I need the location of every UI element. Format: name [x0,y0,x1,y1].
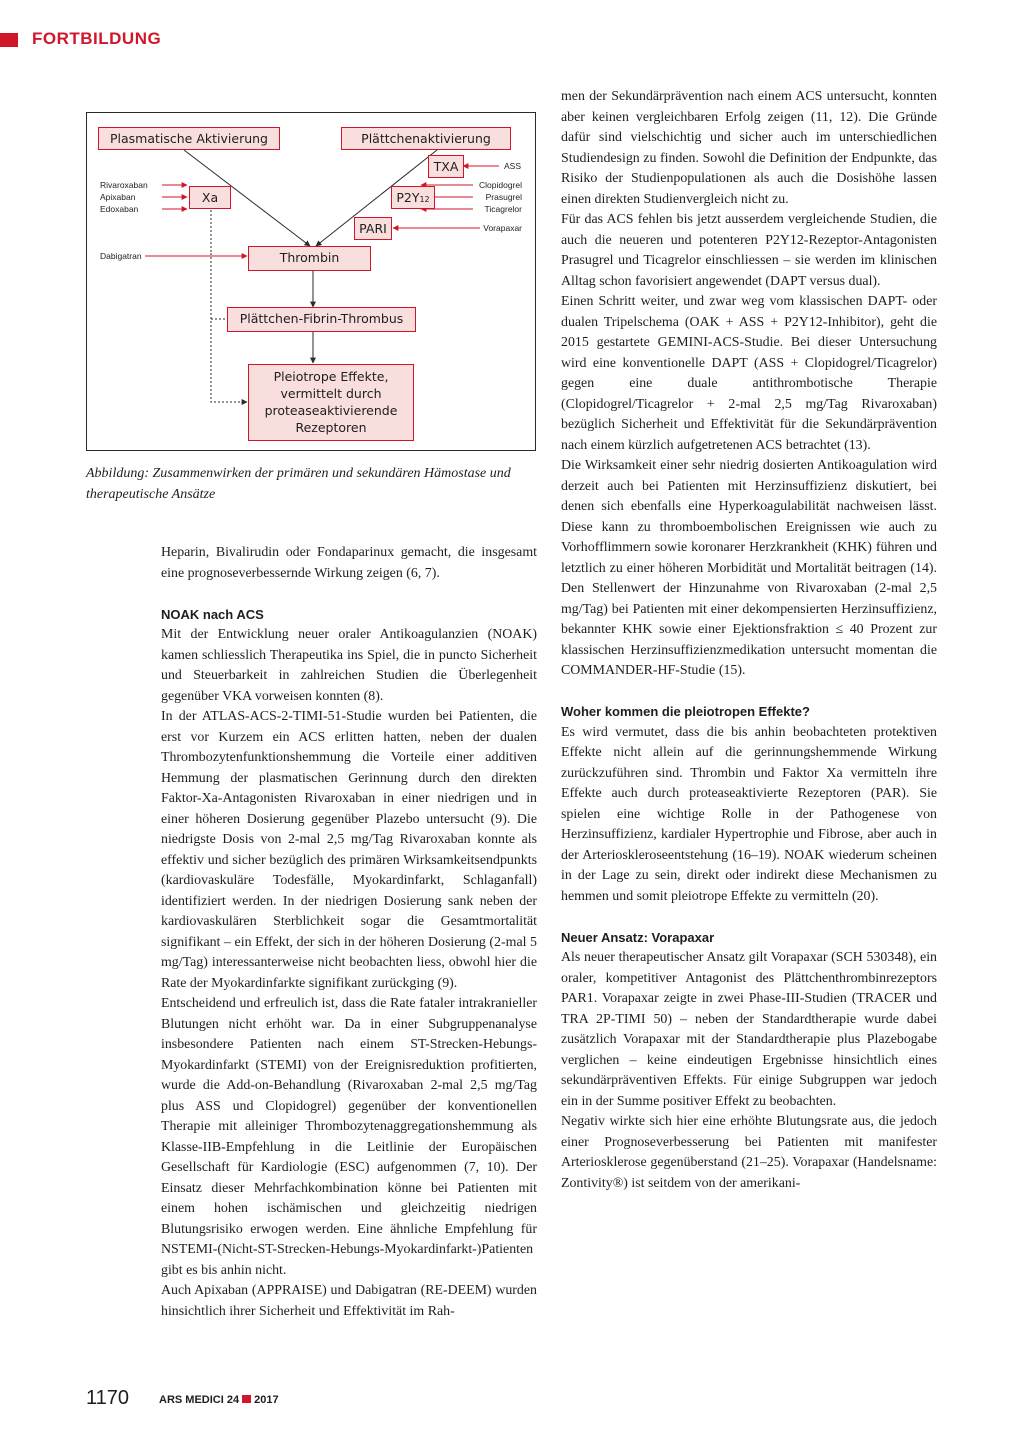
drug-clopidogrel: Clopidogrel [479,180,522,190]
footer-journal-info [159,1394,279,1406]
drug-rivaroxaban: Rivaroxaban [100,180,148,190]
body-paragraph: Als neuer therapeutischer Ansatz gilt Vorapaxar (SCH 530348), ein oraler, kompetitiver Antagonist des Plättchenthrombinrezeptors PAR1. Vorapaxar zeigte in zwei Phase-III-Studien (TRACER und TRA 2P-TIMI 50) – neben der Standardtherapie wurde dabei zusätzlich Vorapaxar mit der Standardtherapie plus Plazebogabe verglichen – keine eindeutigen Ergebnisse hinsichtlich eines sekundärpräventiven Effekts. Für einige Subgruppen war jedoch ein in der Summe positiver Effekt zu beobachten. [561,950,937,1109]
page-number: 1170 [86,1387,130,1409]
drug-dabigatran: Dabigatran [100,251,142,261]
right-column [561,87,937,1194]
pleiotrope-line-4: Rezeptoren [295,420,367,435]
body-paragraph: In der ATLAS-ACS-2-TIMI-51-Studie wurden bei Patienten, die erst vor Kurzem ein ACS erlitten hatten, neben der dualen Thrombozytenfunktionshemmung die Vorteile einer additiven Hemmung der plasmatischen Gerinnung durch den direkten Faktor-Xa-Antagonisten Rivaroxaban in einer niedrigen und in einer höheren Dosierung gegenüber Plazebo untersucht (9). Die niedrigste Dosis von 2-mal 2,5 mg/Tag Rivaroxaban konnte als effektiv und sicher bezüglich des primären Wirksamkeitsendpunkts (kardiovaskuläre Todesfälle, Myokardinfarkt, Schlaganfall) identifiziert werden. In der niedrigen Dosierung sank neben der kardiovaskulären Sterblichkeit sogar die Gesamtmortalität signifikant – ein Effekt, der sich in der höheren Dosierung (2-mal 5 mg/Tag) interessanterweise nicht beobachten liess, obwohl hier die Rate der Myokardinfarkte signifikant zurückging (9). [161,709,537,991]
pleiotrope-line-3: proteaseaktivierende [264,403,398,418]
paragraph-gap [561,907,937,928]
footer-year: 2017 [254,1394,279,1406]
body-paragraph: Mit der Entwicklung neuer oraler Antikoagulanzien (NOAK) kamen schliesslich Therapeutika ins Spiel, die in puncto Sicherheit und Steuerbarkeit in zahlreichen Studien die Überlegenheit gegenüber VKA vorweisen konnten (8). [161,627,537,704]
body-paragraph: Die Wirksamkeit einer sehr niedrig dosierten Antikoagulation wird derzeit auch bei Patienten mit Herzinsuffizienz diskutiert, bei denen sich ebenfalls eine Hyperkoagulabilität nachweisen lässt. Diese kann zu thromboembolischen Ereignissen wie auch zu Vorhofflimmern sowie koronarer Herzkrankheit (KHK) führen und letztlich zu einer höheren Morbidität und Mortalität beitragen (14). Den Stellenwert der Hinzunahme von Rivaroxaban (2-mal 2,5 mg/Tag) bei Patienten mit einer dekompensierten Herzinsuffizienz, bekannter KHK sowie einer Ejektionsfraktion ≤ 40 Prozent zur klassischen Herzinsuffizienzmedikation untersucht momentan die COMMANDER-HF-Studie (15). [561,458,937,678]
body-paragraph: Einen Schritt weiter, und zwar weg vom klassischen DAPT- oder dualen Tripelschema (OAK + ASS + P2Y12-Inhibitor), geht die 2015 gestartete GEMINI-ACS-Studie. Bei dieser Untersuchung wird eine konventionelle DAPT (ASS + Clopidogrel/Ticagrelor) gegen eine duale antithrombotische Therapie (Clopidogrel/Ticagrelor + 2-mal 2,5 mg/Tag Rivaroxaban) bezüglich Sicherheit und Effektivität für die Sekundärprävention nach einem kürzlich aufgetretenen ACS betrachtet (13). [561,294,937,453]
left-column [161,543,537,1322]
drug-vorapaxar: Vorapaxar [483,223,522,233]
section-label: FORTBILDUNG [32,29,162,48]
paragraph-gap [561,682,937,703]
p2y12-box [391,186,435,209]
section-heading: NOAK nach ACS [161,606,264,622]
pari-box: PARI [354,217,392,240]
p2y-subscript: 12 [419,195,430,204]
txa-box: TXA [428,155,464,178]
p2y-label: P2Y [396,190,420,205]
body-paragraph: Negativ wirkte sich hier eine erhöhte Blutungsrate aus, die jedoch einer Prognoseverbesserung bei Patienten mit manifester Arteriosklerose gegenüberstand (21–25). Vorapaxar (Handelsname: Zontivity®) ist seitdem von der amerikani- [561,1114,937,1191]
header-marker [0,33,18,47]
body-paragraph: Auch Apixaban (APPRAISE) und Dabigatran (RE-DEEM) wurden hinsichtlich ihrer Sicherheit und Effektivität im Rah- [161,1283,537,1319]
footer-marker [242,1395,251,1403]
drug-ticagrelor: Ticagrelor [484,204,522,214]
pleiotrope-line-2: vermittelt durch [280,386,382,401]
figure-diagram [86,112,536,451]
drug-ass: ASS [504,161,522,171]
footer-issue: 24 [226,1394,240,1406]
xa-box [189,186,231,209]
body-paragraph: Entscheidend und erfreulich ist, dass die Rate fataler intrakranieller Blutungen nicht erhöht war. Da in einer Subgruppenanalyse insbesondere Patienten nach einem ST-Strecken-Hebungs-Myokardinfarkt (STEMI) von der Ereignisreduktion profitierten, wurde die Add-on-Behandlung (Rivaroxaban 2-mal 2,5 mg/Tag plus ASS und Clopidogrel) gegenüber der konventionellen Therapie mit alleiniger Thrombozytenaggregationshemmung als Klasse-IIB-Empfehlung in die Leitlinie der Europäischen Gesellschaft für Kardiologie (ESC) aufgenommen (7, 10). Der Einsatz dieser Mehrfachkombination könne bei Patienten mit einem hohen ischämischen und gleichzeitig niedrigen Blutungsrisiko erwogen werden. Eine ähnliche Empfehlung für NSTEMI-(Nicht-ST-Strecken-Hebungs-Myokardinfarkt-)Patienten gibt es bis anhin nicht. [161,996,537,1278]
body-paragraph: Für das ACS fehlen bis jetzt ausserdem vergleichende Studien, die auch die neueren und potenteren P2Y12-Rezeptor-Antagonisten Prasugrel und Ticagrelor einschliessen – sie werden im klinischen Alltag schon favorisiert angewendet (DAPT versus dual). [561,212,937,289]
section-heading: Neuer Ansatz: Vorapaxar [561,929,715,945]
thrombin-box: Thrombin [248,246,371,271]
footer-journal-name: ARS MEDICI [159,1394,224,1406]
body-paragraph: Es wird vermutet, dass die bis anhin beobachteten protektiven Effekte nicht allein auf die gerinnungshemmende Wirkung zurückzuführen sind. Thrombin und Faktor Xa vermitteln ihre Effekte auch durch proteaseaktivierte Rezeptoren (PAR). Sie spielen eine wichtige Rolle in der Pathogenese von Herzinsuffizienz, kardialer Hypertrophie und Fibrose, aber auch in der Arterioskleroseentstehung (16–19). NOAK wiederum scheinen in der Lage zu sein, direkt oder indirekt diese Mechanismen zu hemmen und somit pleiotrope Effekte zu vermitteln (20). [561,724,937,904]
thrombus-box: Plättchen-Fibrin-Thrombus [227,307,416,332]
drug-apixaban: Apixaban [100,192,136,202]
xa-label: Xa [201,190,219,205]
section-heading: Woher kommen die pleiotropen Effekte? [561,704,810,719]
drug-prasugrel: Prasugrel [485,192,522,202]
body-paragraph: Heparin, Bivalirudin oder Fondaparinux gemacht, die insgesamt eine prognoseverbessernde Wirkung zeigen (6, 7). [161,545,537,581]
body-paragraph: men der Sekundärprävention nach einem ACS untersucht, konnten aber keinen vergleichbaren Erfolg zeigen (11, 12). Die Gründe dafür sind vielschichtig und sicher auch im unterschiedlichen Studiendesign zu finden. Sowohl die Definition der Endpunkte, das Risiko der Studienpopulationen als auch die Dosishöhe lassen einen direkten Studienvergleich nicht zu. [561,89,937,207]
pleiotrope-box [248,364,414,441]
figure-caption: Abbildung: Zusammenwirken der primären und sekundären Hämostase und therapeutische Ansätze [86,466,511,502]
paragraph-gap [161,584,537,605]
drug-edoxaban: Edoxaban [100,204,139,214]
plasmatic-activation-box: Plasmatische Aktivierung [98,127,280,150]
platelet-activation-box: Plättchenaktivierung [341,127,511,150]
pleiotrope-line-1: Pleiotrope Effekte, [273,369,389,384]
